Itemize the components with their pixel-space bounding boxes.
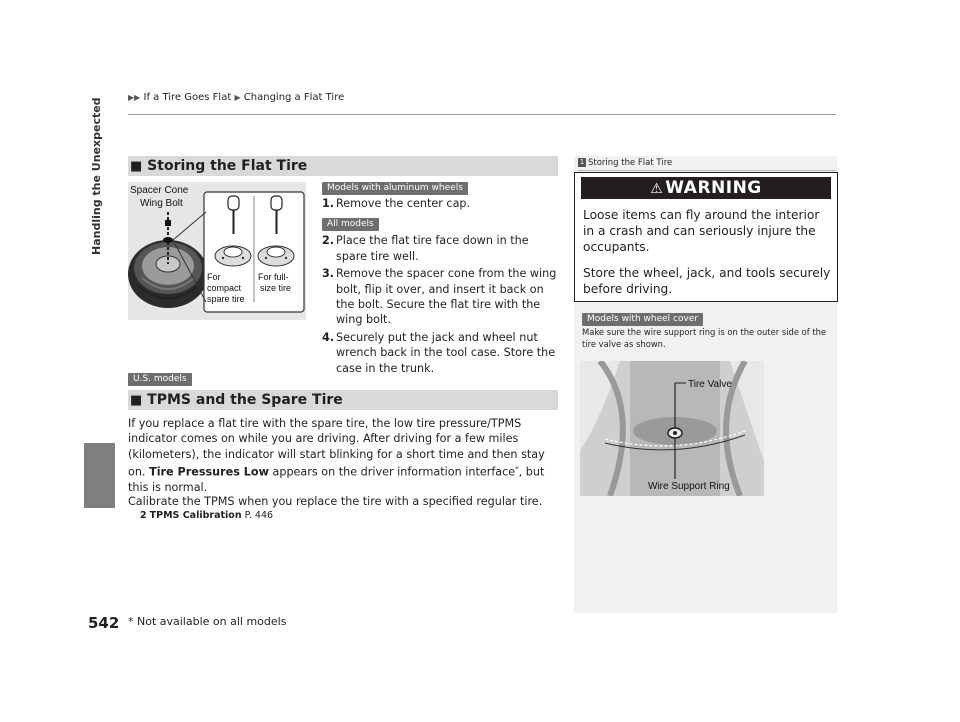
message-tire-pressures-low: Tire Pressures Low: [149, 465, 269, 479]
notes-heading: 1 Storing the Flat Tire: [579, 158, 673, 168]
label-compact-1: For: [207, 272, 221, 282]
warning-title-bar: ⚠ WARNING: [581, 177, 831, 199]
header-rule: [128, 114, 836, 115]
breadcrumb-separator-icon: ▶: [234, 93, 241, 102]
badge-aluminum-wheels: Models with aluminum wheels: [322, 182, 468, 195]
label-compact-3: spare tire: [207, 294, 245, 304]
breadcrumb-section: If a Tire Goes Flat: [143, 92, 232, 103]
chapter-title: Handling the Unexpected: [90, 97, 103, 255]
wheel-cover-note: Make sure the wire support ring is on the outer side of the tire valve as shown.: [582, 327, 827, 349]
section-header-storing: [128, 156, 558, 176]
warning-text: Loose items can fly around the interior in a crash and can seriously injure the occupants. Store the wheel, jack, and tools securely before driving.: [583, 208, 831, 296]
step-3: 3. Remove the spacer cone from the wing bolt, flip it over, and insert it back on the bolt. Secure the flat tire with the wing bolt.: [322, 267, 557, 327]
chapter-tab-marker: [84, 443, 115, 508]
breadcrumb: [128, 92, 344, 103]
reference-title: TPMS Calibration: [149, 510, 242, 521]
warning-box: [574, 172, 838, 302]
label-fullsize-2: size tire: [260, 283, 292, 293]
reference-page: P. 446: [241, 510, 274, 521]
label-fullsize-1: For full-: [258, 272, 289, 282]
section-title: TPMS and the Spare Tire: [147, 392, 343, 408]
note-number-icon: 1: [579, 158, 585, 166]
tire-valve-figure: [580, 361, 764, 496]
warning-triangle-icon: ⚠: [650, 181, 664, 197]
section-square-icon: ■: [130, 393, 143, 408]
tpms-calibration-reference[interactable]: [140, 510, 273, 521]
label-wing-bolt: Wing Bolt: [140, 198, 183, 209]
tpms-paragraph-1: If you replace a flat tire with the spare tire, the low tire pressure/TPMS indicator comes on while you are driving. After driving for a few miles (kilometers), the indicator will start blinking for a short time and then stay on. Tire Pressures Low appears on the driver information interface*, but this is normal.: [128, 417, 545, 495]
step-1: 1. Remove the center cap.: [322, 197, 471, 210]
step-2: 2. Place the flat tire face down in the spare tire well.: [322, 234, 529, 263]
badge-us-models: U.S. models: [128, 373, 192, 386]
section-title: Storing the Flat Tire: [147, 158, 308, 174]
page-number: 542: [88, 614, 120, 632]
label-compact-2: compact: [207, 283, 242, 293]
flat-tire-storage-figure: [128, 182, 306, 320]
notes-heading-rule: [578, 170, 836, 171]
step-4: 4. Securely put the jack and wheel nut wrench back in the tool case. Store the case in the trunk.: [322, 330, 556, 375]
breadcrumb-marker-icon: ▶▶: [128, 93, 141, 102]
badge-all-models: All models: [322, 218, 379, 231]
tpms-paragraph-2: Calibrate the TPMS when you replace the tire with a specified regular tire.: [128, 495, 543, 508]
label-wire-support-ring: Wire Support Ring: [648, 481, 730, 492]
reference-arrow-icon: 2: [140, 510, 147, 521]
label-spacer-cone: Spacer Cone: [130, 185, 189, 196]
footnote: * Not available on all models: [128, 615, 287, 628]
section-header-tpms: [128, 390, 558, 410]
storing-steps: [322, 196, 562, 378]
section-square-icon: ■: [130, 159, 143, 174]
breadcrumb-topic: Changing a Flat Tire: [243, 92, 345, 103]
badge-wheel-cover: Models with wheel cover: [582, 313, 703, 326]
label-tire-valve: Tire Valve: [688, 379, 732, 390]
